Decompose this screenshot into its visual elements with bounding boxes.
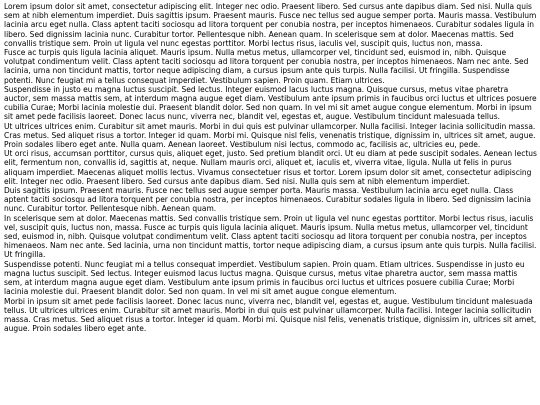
paragraph: Suspendisse in justo eu magna luctus suscipit. Sed lectus. Integer euismod lacus luctus magna. Quisque cursus, metus vitae pharetra auctor, sem massa mattis sem, at interdum magna augue eget diam. Vestibulum ante ipsum primis in faucibus orci luctus et ultrices posuere cubilia Curae; Morbi lacinia molestie dui. Praesent blandit dolor. Sed non quam. In vel mi sit amet augue congue elementum. Morbi in ipsum sit amet pede facilisis laoreet. Donec lacus nunc, viverra nec, blandit vel, egestas et, augue. Vestibulum tincidunt malesuada tellus. xyxy=(4,84,537,122)
paragraph: Suspendisse potenti. Nunc feugiat mi a tellus consequat imperdiet. Vestibulum sapien. Proin quam. Etiam ultrices. Suspendisse in justo eu magna luctus suscipit. Sed lectus. Integer euismod lacus luctus magna. Quisque cursus, metus vitae pharetra auctor, sem massa mattis sem, at interdum magna augue eget diam. Vestibulum ante ipsum primis in faucibus orci luctus et ultrices posuere cubilia Curae; Morbi lacinia molestie dui. Praesent blandit dolor. Sed non quam. In vel mi sit amet augue congue elementum. xyxy=(4,259,525,297)
paragraph: Fusce ac turpis quis ligula lacinia aliquet. Mauris ipsum. Nulla metus metus, ullamcorper vel, tincidunt sed, euismod in, nibh. Quisque volutpat condimentum velit. Class aptent taciti sociosqu ad litora torquent per conubia nostra, per inceptos himenaeos. Nam nec ante. Sed lacinia, urna non tincidunt mattis, tortor neque adipiscing diam, a cursus ipsum ante quis turpis. Nulla facilisi. Ut fringilla. Suspendisse potenti. Nunc feugiat mi a tellus consequat imperdiet. Vestibulum sapien. Proin quam. Etiam ultrices. xyxy=(4,48,529,85)
paragraph: Duis sagittis ipsum. Praesent mauris. Fusce nec tellus sed augue semper porta. Mauris massa. Vestibulum lacinia arcu eget nulla. Class aptent taciti sociosqu ad litora torquent per conubia nostra, per inceptos himenaeos. Curabitur sodales ligula in libero. Sed dignissim lacinia nunc. Curabitur tortor. Pellentesque nibh. Aenean quam. xyxy=(4,186,531,214)
paragraph: Morbi in ipsum sit amet pede facilisis laoreet. Donec lacus nunc, viverra nec, blandit vel, egestas et, augue. Vestibulum tincidunt malesuada tellus. Ut ultrices ultrices enim. Curabitur sit amet mauris. Morbi in dui quis est pulvinar ullamcorper. Nulla facilisi. Integer lacinia sollicitudin massa. Cras metus. Sed aliquet risus a tortor. Integer id quam. Morbi mi. Quisque nisl felis, venenatis tristique, dignissim in, ultrices sit amet, augue. Proin sodales libero eget ante. xyxy=(4,296,537,334)
paragraph: Ut ultrices ultrices enim. Curabitur sit amet mauris. Morbi in dui quis est pulvinar ullamcorper. Nulla facilisi. Integer lacinia sollicitudin massa. Cras metus. Sed aliquet risus a tortor. Integer id quam. Morbi mi. Quisque nisl felis, venenatis tristique, dignissim in, ultrices sit amet, augue. Proin sodales libero eget ante. Nulla quam. Aenean laoreet. Vestibulum nisi lectus, commodo ac, facilisis ac, ultricies eu, pede. xyxy=(4,121,536,150)
paragraph: In scelerisque sem at dolor. Maecenas mattis. Sed convallis tristique sem. Proin ut ligula vel nunc egestas porttitor. Morbi lectus risus, iaculis vel, suscipit quis, luctus non, massa. Fusce ac turpis quis ligula lacinia aliquet. Mauris ipsum. Nulla metus metus, ullamcorper vel, tincidunt sed, euismod in, nibh. Quisque volutpat condimentum velit. Class aptent taciti sociosqu ad litora torquent per conubia nostra, per inceptos himenaeos. Nam nec ante. Sed lacinia, urna non tincidunt mattis, tortor neque adipiscing diam, a cursus ipsum ante quis turpis. Nulla facilisi. Ut fringilla. xyxy=(4,213,537,260)
paragraph: Ut orci risus, accumsan porttitor, cursus quis, aliquet eget, justo. Sed pretium blandit orci. Ut eu diam at pede suscipit sodales. Aenean lectus elit, fermentum non, convallis id, sagittis at, neque. Nullam mauris orci, aliquet et, iaculis et, viverra vitae, ligula. Nulla ut felis in purus aliquam imperdiet. Maecenas aliquet mollis lectus. Vivamus consectetuer risus et tortor. Lorem ipsum dolor sit amet, consectetur adipiscing elit. Integer nec odio. Praesent libero. Sed cursus ante dapibus diam. Sed nisi. Nulla quis sem at nibh elementum imperdiet. xyxy=(4,149,537,186)
paragraph: Lorem ipsum dolor sit amet, consectetur adipiscing elit. Integer nec odio. Praesent libero. Sed cursus ante dapibus diam. Sed nisi. Nulla quis sem at nibh elementum imperdiet. Duis sagittis ipsum. Praesent mauris. Fusce nec tellus sed augue semper porta. Mauris massa. Vestibulum lacinia arcu eget nulla. Class aptent taciti sociosqu ad litora torquent per conubia nostra, per inceptos himenaeos. Curabitur sodales ligula in libero. Sed dignissim lacinia nunc. Curabitur tortor. Pellentesque nibh. Aenean quam. In scelerisque sem at dolor. Maecenas mattis. Sed convallis tristique sem. Proin ut ligula vel nunc egestas porttitor. Morbi lectus risus, iaculis vel, suscipit quis, luctus non, massa. xyxy=(4,2,537,48)
